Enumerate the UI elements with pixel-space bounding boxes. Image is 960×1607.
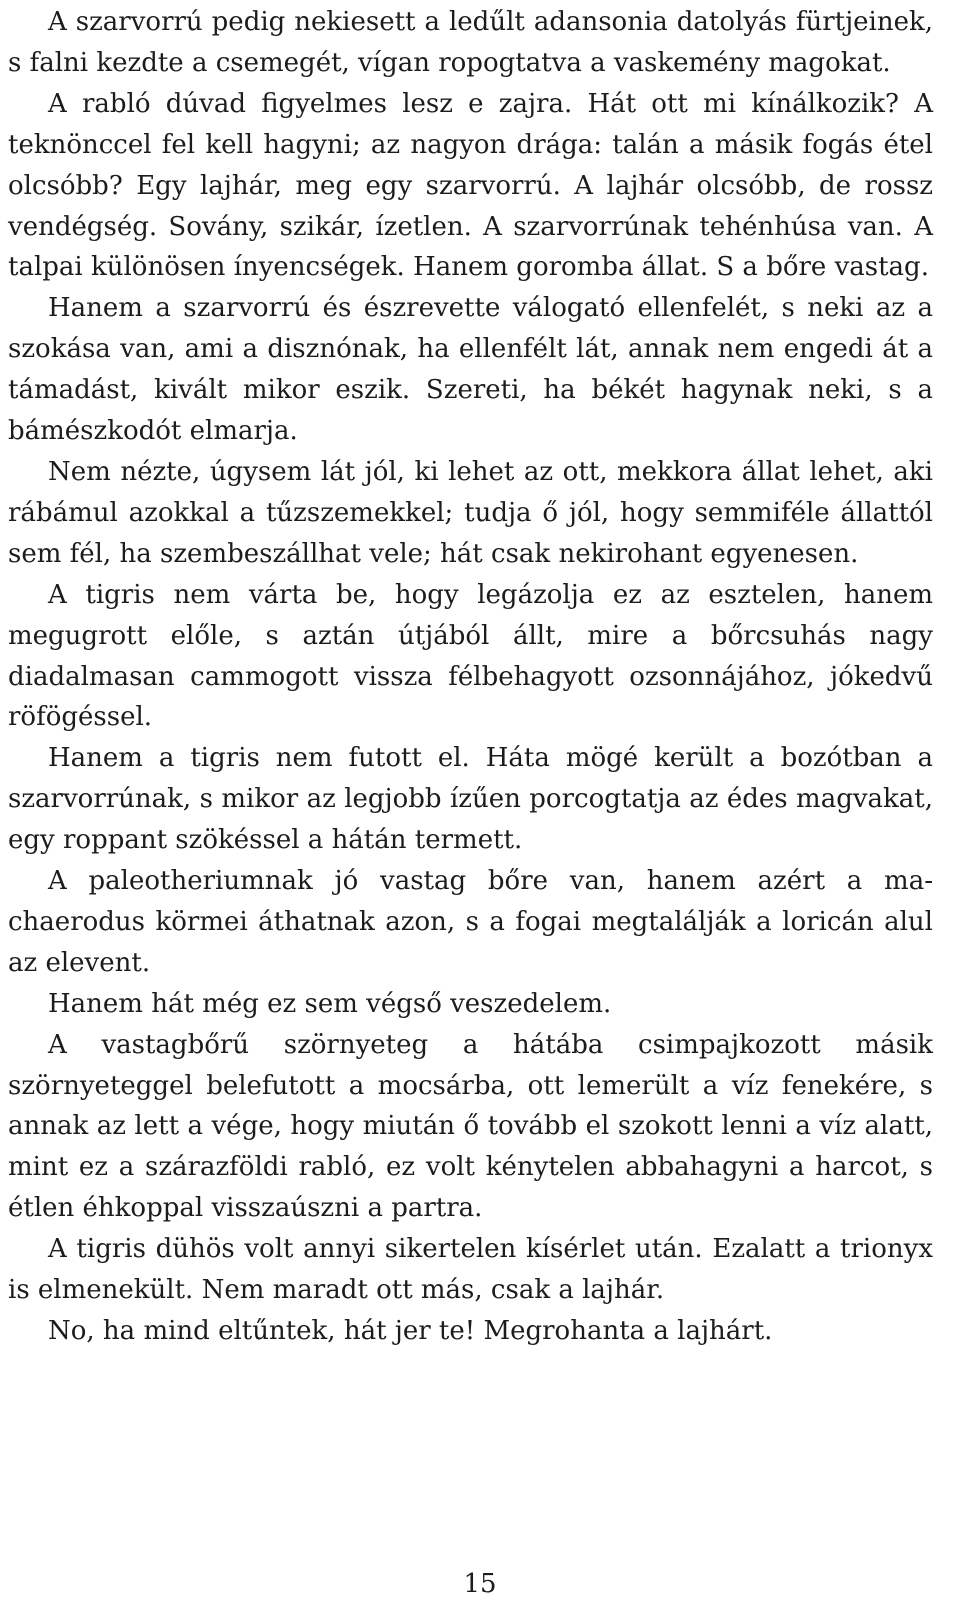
page-number: 15 — [463, 1569, 497, 1599]
paragraph: A vastagbőrű szörnyeteg a hátába csimpajkozott másik szörnyeteggel belefutott a mocsárba, ott lemerült a víz fenekére, s annak az lett a vége, hogy miután ő tovább el szokott lenni a víz alatt, mint ez a szárazföldi rabló, ez volt kénytelen abbahagyni a harcot, s étlen éhkoppal visszaúszni a partra. — [8, 1029, 933, 1224]
paragraph: A szarvorrú pedig nekiesett a ledűlt adansonia datolyás fürtjeinek, s falni kezdte a csemegét, vígan ropogtatva a vaskemény magokat. — [8, 7, 933, 78]
paragraph: A tigris dühös volt annyi sikertelen kísérlet után. Ezalatt a trionyx is elmenekült. Nem maradt ott más, csak a lajhár. — [8, 1234, 933, 1306]
book-page — [8, 0, 933, 1607]
body-text — [8, 2, 933, 1352]
paragraph: Hanem a szarvorrú és észrevette válogató ellenfelét, s neki az a szokása van, ami a disznónak, ha ellenfélt lát, annak nem engedi át a támadást, kivált mikor eszik. Szereti, ha békét hagynak neki, s a bámészkodót elmarja. — [8, 293, 933, 447]
paragraph: No, ha mind eltűntek, hát jer te! Megrohanta a lajhárt. — [48, 1316, 773, 1346]
paragraph: Hanem a tigris nem futott el. Háta mögé került a bozótban a szarvorrúnak, s mikor az legjobb ízűen porcogtatja az édes magvakat, egy roppant szökéssel a hátán termett. — [8, 743, 933, 856]
paragraph: A paleotheriumnak jó vastag bőre van, hanem azért a machaerodus körmei áthatnak azon, s a fogai megtalálják a loricán alul az elevent. — [8, 866, 933, 978]
paragraph: Hanem hát még ez sem végső veszedelem. — [48, 988, 612, 1019]
paragraph: A rabló dúvad figyelmes lesz e zajra. Hát ott mi kínálkozik? A teknönccel fel kell hagyni; az nagyon drága: talán a másik fogás étel olcsóbb? Egy lajhár, meg egy szarvorrú. A lajhár olcsóbb, de rossz vendégség. Sovány, szikár, ízetlen. A szarvorrúnak tehénhúsa van. A talpai különösen ínyencségek. Hanem goromba állat. S a bőre vastag. — [8, 88, 933, 283]
paragraph: Nem nézte, úgysem lát jól, ki lehet az ott, mekkora állat lehet, aki rábámul azokkal a tűzszemekkel; tudja ő jól, hogy semmiféle állattól sem fél, ha szembeszállhat vele; hát csak nekirohant egyenesen. — [8, 456, 933, 569]
paragraph: A tigris nem várta be, hogy legázolja ez az esztelen, hanem megugrott előle, s aztán útjából állt, mire a bőrcsuhás nagy diadalmasan cammogott vissza félbehagyott ozsonnájához, jókedvű röfögéssel. — [8, 579, 933, 733]
